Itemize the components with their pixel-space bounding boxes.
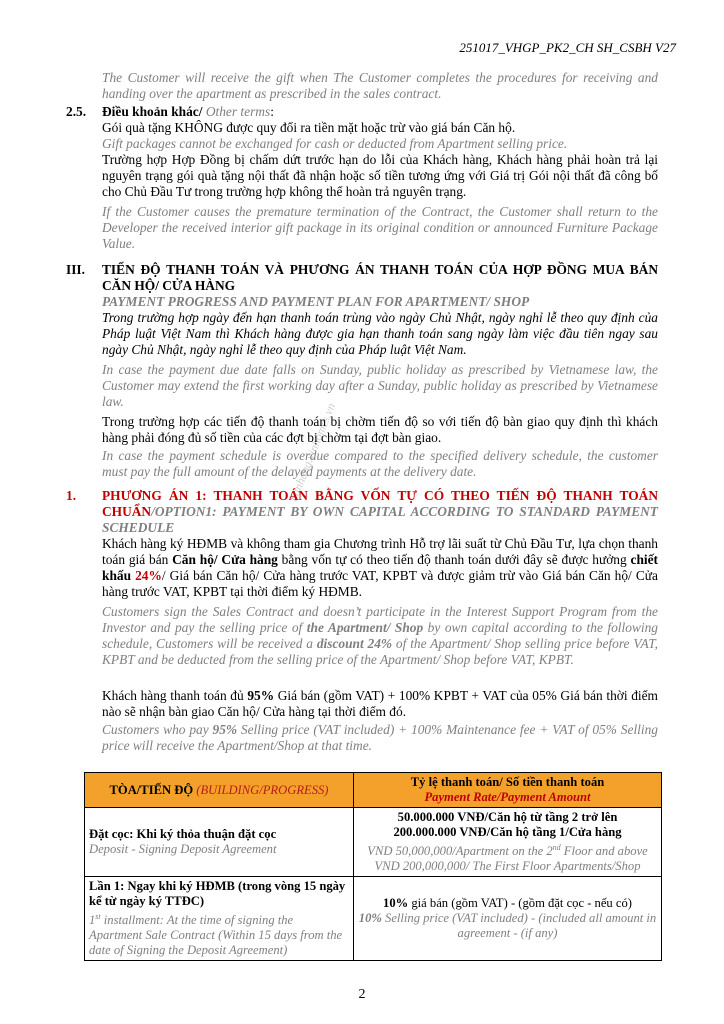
handover-condition-en bbox=[102, 722, 658, 754]
deposit-stage-cell bbox=[85, 808, 354, 877]
discount-label: chiết khấu bbox=[102, 552, 659, 583]
handover-condition-vi-part: Giá bán (gồm VAT) + 100% KPBT + VAT của 05% Giá bán thời điểm nào sẽ nhận bàn giao Căn hộ/ Cửa hàng tại thời điểm đó. bbox=[102, 688, 658, 719]
option-1-desc-en-part: Customers sign the Sales Contract and doesn’t participate in the Interest Support Program from the Investor and pay the selling price of bbox=[102, 604, 658, 635]
due-date-sunday-en: In case the payment due date falls on Sunday, public holiday as prescribed by Vietnamese law, the Customer may extend the first working day after a Sunday, public holiday as prescribed by Vietnamese law. bbox=[102, 362, 658, 409]
installment-1-stage-cell bbox=[85, 877, 354, 961]
apartment-shop-emphasis-en: the Apartment/ Shop bbox=[306, 620, 424, 635]
header-building-progress-en: (BUILDING/PROGRESS) bbox=[196, 782, 329, 797]
gift-not-cash-en: Gift packages cannot be exchanged for cash or deducted from Apartment selling price. bbox=[102, 136, 568, 151]
table-row bbox=[85, 877, 662, 961]
deposit-amount-cell bbox=[354, 808, 662, 877]
installment-en-part: 1 bbox=[89, 913, 96, 928]
handover-percent: 95% bbox=[247, 688, 275, 703]
installment-1-percent: 10% bbox=[383, 896, 409, 911]
section-iii-title-vi: TIẾN ĐỘ THANH TOÁN VÀ PHƯƠNG ÁN THANH TOÁN CỦA HỢP ĐỒNG MUA BÁN CĂN HỘ/ CỬA HÀNG bbox=[102, 262, 658, 293]
gift-not-cash-vi: Gói quà tặng KHÔNG được quy đổi ra tiền mặt hoặc trừ vào giá bán Căn hộ. bbox=[102, 120, 516, 135]
handover-percent-en: 95% bbox=[212, 722, 238, 737]
watermark-text: banhang.vinhomes.vn bbox=[286, 400, 339, 504]
header-payment-rate-vi: Tỷ lệ thanh toán/ Số tiền thanh toán bbox=[410, 775, 605, 789]
installment-1-rate-vi bbox=[358, 896, 657, 911]
installment-1-rate-vi-part: giá bán (gồm VAT) - (gồm đặt cọc - nếu có) bbox=[408, 896, 632, 911]
discount-percent: 24% bbox=[135, 568, 162, 583]
installment-en-sup: st bbox=[95, 912, 101, 922]
installment-1-rate-en-part: Selling price (VAT included) - (included all amount in agreement - (if any) bbox=[381, 911, 657, 941]
handover-condition-en-part: Selling price (VAT included) + 100% Maintenance fee + VAT of 05% Selling price will receive the Apartment/Shop at that time. bbox=[102, 722, 658, 753]
deposit-amount-upper-floors: 50.000.000 VNĐ/Căn hộ từ tầng 2 trở lên bbox=[397, 810, 618, 824]
intro-gift-text-en: The Customer will receive the gift when The Customer completes the procedures for receiving and handing over the apartment as prescribed in the sales contract. bbox=[102, 70, 658, 101]
table-header-row bbox=[85, 773, 662, 808]
termination-clause-vi: Trường hợp Hợp Đồng bị chấm dứt trước hạn do lỗi của Khách hàng, Khách hàng phải hoàn trả lại nguyên trạng gói quà tặng nội thất đã nhận hoặc số tiền tương ứng với Giá trị Gói nội thất đã công bố cho Chủ Đầu Tư trong trường hợp không thể hoàn trả nguyên trạng. bbox=[102, 152, 658, 199]
header-building-progress-vi: TÒA/TIẾN ĐỘ bbox=[109, 782, 197, 797]
deposit-en-part: Floor and above bbox=[560, 844, 648, 859]
option-1-desc-vi-part: bằng vốn tự có theo tiến độ thanh toán dưới đây sẽ được hưởng bbox=[277, 552, 631, 567]
handover-condition-vi-part: Khách hàng thanh toán đủ bbox=[102, 688, 248, 703]
deposit-en-sup: nd bbox=[552, 843, 561, 852]
header-payment-rate bbox=[354, 773, 662, 808]
overdue-schedule-vi: Trong trường hợp các tiến độ thanh toán bị chờm tiến độ so với tiến độ bàn giao quy định thì khách hàng phải đóng đủ số tiền của các đợt bị chờm tại đợt bàn giao. bbox=[102, 414, 658, 445]
deposit-en-part: VND 50,000,000/Apartment on the 2 bbox=[367, 844, 553, 859]
table-row bbox=[85, 808, 662, 877]
page-number: 2 bbox=[358, 987, 366, 1002]
section-2-5-number: 2.5. bbox=[66, 104, 87, 119]
section-iii-number: III. bbox=[66, 262, 85, 277]
deposit-amount-first-floor: 200.000.000 VNĐ/Căn hộ tầng 1/Cửa hàng bbox=[393, 825, 622, 839]
option-1-title-en: /OPTION1: PAYMENT BY OWN CAPITAL ACCORDING TO STANDARD PAYMENT SCHEDULE bbox=[102, 504, 658, 535]
deposit-stage-en: Deposit - Signing Deposit Agreement bbox=[89, 842, 277, 857]
option-1-desc-en bbox=[102, 604, 658, 668]
document-reference: 251017_VHGP_PK2_CH SH_CSBH V27 bbox=[459, 40, 676, 55]
deposit-amount-upper-floors-en bbox=[358, 840, 657, 859]
deposit-stage-vi: Đặt cọc: Khi ký thỏa thuận đặt cọc bbox=[89, 827, 277, 842]
option-1-title bbox=[102, 488, 658, 536]
apartment-shop-emphasis: Căn hộ/ Cửa hàng bbox=[172, 552, 278, 567]
overdue-schedule-en: In case the payment schedule is overdue compared to the specified delivery schedule, the customer must pay the full amount of the delayed payments at the delivery date. bbox=[102, 448, 658, 479]
option-1-desc-en-part: by own capital according to the following schedule, Customers will be received a bbox=[102, 620, 658, 651]
installment-1-rate-cell bbox=[354, 877, 662, 961]
section-2-5-title bbox=[102, 104, 658, 120]
handover-condition-en-part: Customers who pay bbox=[102, 722, 213, 737]
deposit-amount-first-floor-en: VND 200,000,000/ The First Floor Apartments/Shop bbox=[374, 859, 641, 874]
section-2-5-title-colon: : bbox=[270, 104, 274, 119]
option-1-number: 1. bbox=[66, 488, 77, 503]
option-1-desc-vi bbox=[102, 536, 658, 600]
header-building-progress bbox=[85, 773, 354, 808]
payment-schedule-table bbox=[84, 772, 662, 961]
handover-condition-vi bbox=[102, 688, 658, 720]
installment-1-stage-en bbox=[89, 909, 349, 958]
section-2-5-title-vi: Điều khoản khác/ bbox=[102, 104, 203, 119]
option-1-desc-en-part: of the Apartment/ Shop selling price before VAT, KPBT and be deducted from the selling price of the Apartment/ Shop before VAT, KPBT. bbox=[102, 636, 658, 667]
installment-1-stage-vi: Lần 1: Ngay khi ký HĐMB (trong vòng 15 ngày kể từ ngày ký TTĐC) bbox=[89, 879, 346, 909]
section-iii-title-en: PAYMENT PROGRESS AND PAYMENT PLAN FOR APARTMENT/ SHOP bbox=[102, 294, 530, 309]
installment-1-percent-en: 10% bbox=[358, 911, 382, 926]
due-date-sunday-vi: Trong trường hợp ngày đến hạn thanh toán trùng vào ngày Chủ Nhật, ngày nghỉ lễ theo quy định của Pháp luật Việt Nam thì Khách hàng được gia hạn thanh toán sang ngày làm việc đầu tiên ngay sau ngày Chủ Nhật, ngày nghỉ lễ theo quy định của Pháp luật Việt Nam. bbox=[102, 310, 658, 357]
installment-en-part: installment: At the time of signing the Apartment Sale Contract (Within 15 days from the date of Signing the Deposit Agreement) bbox=[89, 913, 343, 958]
option-1-desc-vi-part: Khách hàng ký HĐMB và không tham gia Chương trình Hỗ trợ lãi suất từ Chủ Đầu Tư, lựa chọn thanh toán giá bán bbox=[102, 536, 658, 567]
termination-clause-en: If the Customer causes the premature termination of the Contract, the Customer shall return to the Developer the received interior gift package in its original condition or announced Furniture Package Value. bbox=[102, 204, 658, 251]
section-2-5-title-en: Other terms bbox=[205, 104, 271, 119]
option-1-desc-vi-part: / Giá bán Căn hộ/ Cửa hàng trước VAT, KPBT và được giảm trừ vào Giá bán Căn hộ/ Cửa hàng trước VAT, KPBT tại thời điểm ký HĐMB. bbox=[102, 568, 658, 599]
installment-1-rate-en bbox=[358, 911, 657, 941]
discount-emphasis-en: discount 24% bbox=[316, 636, 393, 651]
option-1-title-vi: PHƯƠNG ÁN 1: THANH TOÁN BẰNG VỐN TỰ CÓ THEO TIẾN ĐỘ THANH TOÁN CHUẨN bbox=[102, 488, 658, 519]
header-payment-rate-en: Payment Rate/Payment Amount bbox=[424, 790, 591, 804]
